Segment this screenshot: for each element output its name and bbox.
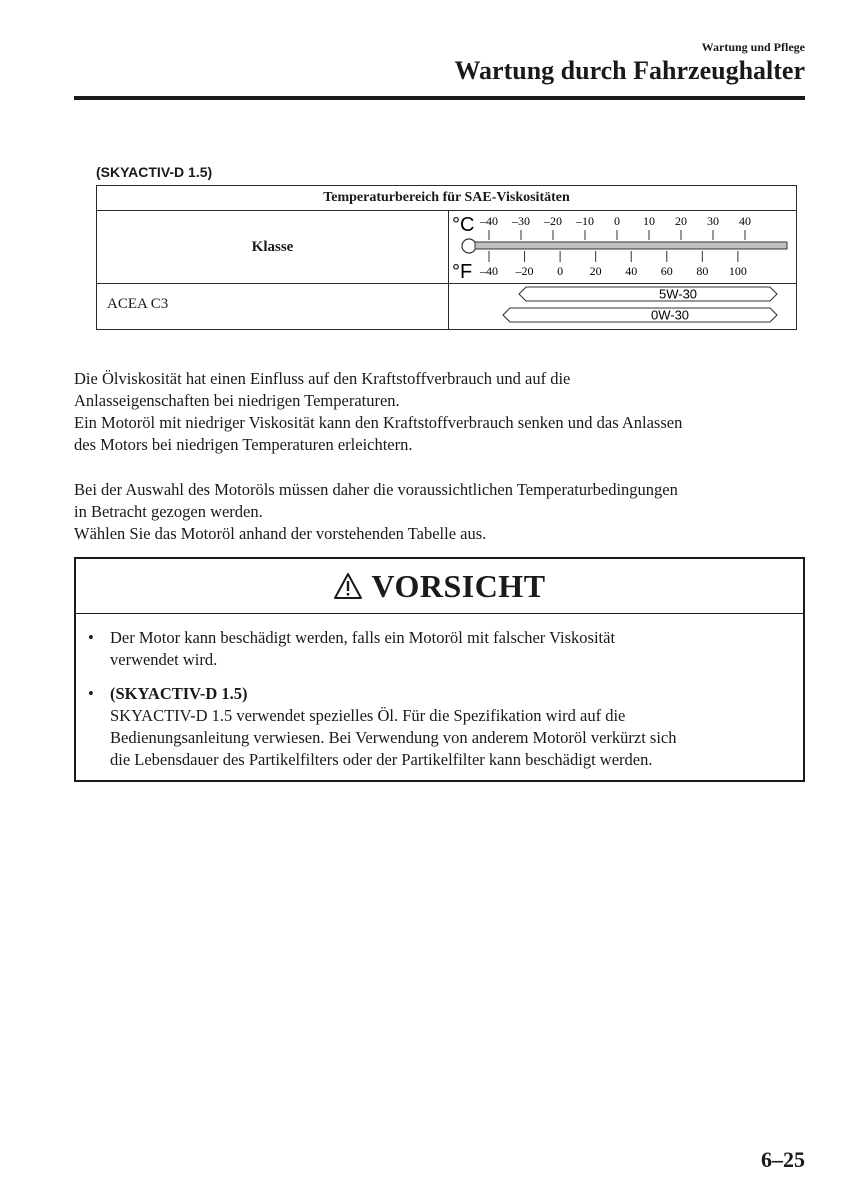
grade-range-cell xyxy=(449,284,796,329)
paragraph-oil-selection xyxy=(74,479,809,545)
text-line: Bei der Auswahl des Motoröls müssen daher die voraussichtlichen Temperaturbedingungen xyxy=(74,480,678,499)
grade-ranges xyxy=(449,284,796,329)
caution-header xyxy=(76,559,803,614)
class-cell xyxy=(97,284,449,329)
section-title: Wartung und Pflege xyxy=(701,40,805,54)
fahrenheit-tick-label: 0 xyxy=(557,264,564,278)
warning-triangle-icon xyxy=(333,572,363,600)
temperature-scale-cell xyxy=(449,211,796,284)
header-rule xyxy=(74,96,805,100)
celsius-tick-label: –30 xyxy=(512,214,530,228)
text-line: des Motors bei niedrigen Temperaturen erleichtern. xyxy=(74,435,413,454)
celsius-tick-label: 10 xyxy=(643,214,655,228)
fahrenheit-tick-label: 20 xyxy=(589,264,602,278)
page-title: Wartung durch Fahrzeughalter xyxy=(454,56,805,85)
grade-range-arrow xyxy=(503,308,777,322)
celsius-tick-marks xyxy=(489,230,745,240)
grade-bar xyxy=(503,308,777,323)
text-line: Ein Motoröl mit niedriger Viskosität kann den Kraftstoffverbrauch senken und das Anlassen xyxy=(74,413,683,432)
table-header: Temperaturbereich für SAE-Viskositäten xyxy=(97,186,796,211)
page-number: 6–25 xyxy=(761,1147,805,1172)
celsius-tick-label: –40 xyxy=(480,214,498,228)
text-line: SKYACTIV-D 1.5 verwendet spezielles Öl. Für die Spezifikation wird auf die xyxy=(110,706,626,725)
temperature-scale xyxy=(449,211,796,283)
bullet-symbol: • xyxy=(88,628,94,647)
fahrenheit-unit: °F xyxy=(452,261,473,283)
text-line: Anlasseigenschaften bei niedrigen Temperaturen. xyxy=(74,391,400,410)
viscosity-table xyxy=(96,185,797,330)
fahrenheit-tick-label: 100 xyxy=(728,264,747,278)
fahrenheit-tick-label: 60 xyxy=(660,264,673,278)
text-line: verwendet wird. xyxy=(110,650,218,669)
celsius-tick-label: 30 xyxy=(707,214,719,228)
celsius-unit: °C xyxy=(452,214,475,236)
fahrenheit-tick-labels xyxy=(479,264,747,278)
celsius-tick-label: 20 xyxy=(675,214,687,228)
caution-item-heading: (SKYACTIV-D 1.5) xyxy=(110,684,248,703)
class-name: ACEA C3 xyxy=(107,296,169,312)
fahrenheit-tick-label: 40 xyxy=(625,264,638,278)
fahrenheit-tick-label: –20 xyxy=(515,264,534,278)
fahrenheit-tick-marks xyxy=(489,251,738,262)
thermometer-icon xyxy=(462,239,787,253)
text-line: Bedienungsanleitung verwiesen. Bei Verwendung von anderem Motoröl verkürzt sich xyxy=(110,728,677,747)
grade-bar xyxy=(519,287,777,302)
celsius-tick-label: –10 xyxy=(576,214,594,228)
text-line: Der Motor kann beschädigt werden, falls ein Motoröl mit falscher Viskosität xyxy=(110,628,616,647)
text-line: Die Ölviskosität hat einen Einfluss auf den Kraftstoffverbrauch und auf die xyxy=(74,369,571,388)
grade-range-arrow xyxy=(519,287,777,301)
celsius-tick-labels xyxy=(479,214,751,228)
grade-label: 5W-30 xyxy=(658,286,698,302)
text-line: in Betracht gezogen werden. xyxy=(74,502,263,521)
paragraph-viscosity-effect xyxy=(74,368,809,456)
engine-label: (SKYACTIV-D 1.5) xyxy=(96,164,213,180)
celsius-tick-label: –20 xyxy=(544,214,562,228)
text-line: die Lebensdauer des Partikelfilters oder der Partikelfilter kann beschädigt werden. xyxy=(110,750,653,769)
class-header-label: Klasse xyxy=(251,239,294,255)
grade-label: 0W-30 xyxy=(650,307,690,323)
text-line: Wählen Sie das Motoröl anhand der vorstehenden Tabelle aus. xyxy=(74,524,487,543)
class-header-cell xyxy=(97,211,449,284)
celsius-tick-label: 0 xyxy=(614,214,620,228)
caution-title: VORSICHT xyxy=(371,567,546,604)
bullet-symbol: • xyxy=(88,684,94,703)
caution-box xyxy=(74,557,805,782)
fahrenheit-tick-label: 80 xyxy=(696,264,709,278)
celsius-tick-label: 40 xyxy=(739,214,751,228)
fahrenheit-tick-label: –40 xyxy=(480,264,498,278)
thermometer-bar xyxy=(475,242,787,249)
